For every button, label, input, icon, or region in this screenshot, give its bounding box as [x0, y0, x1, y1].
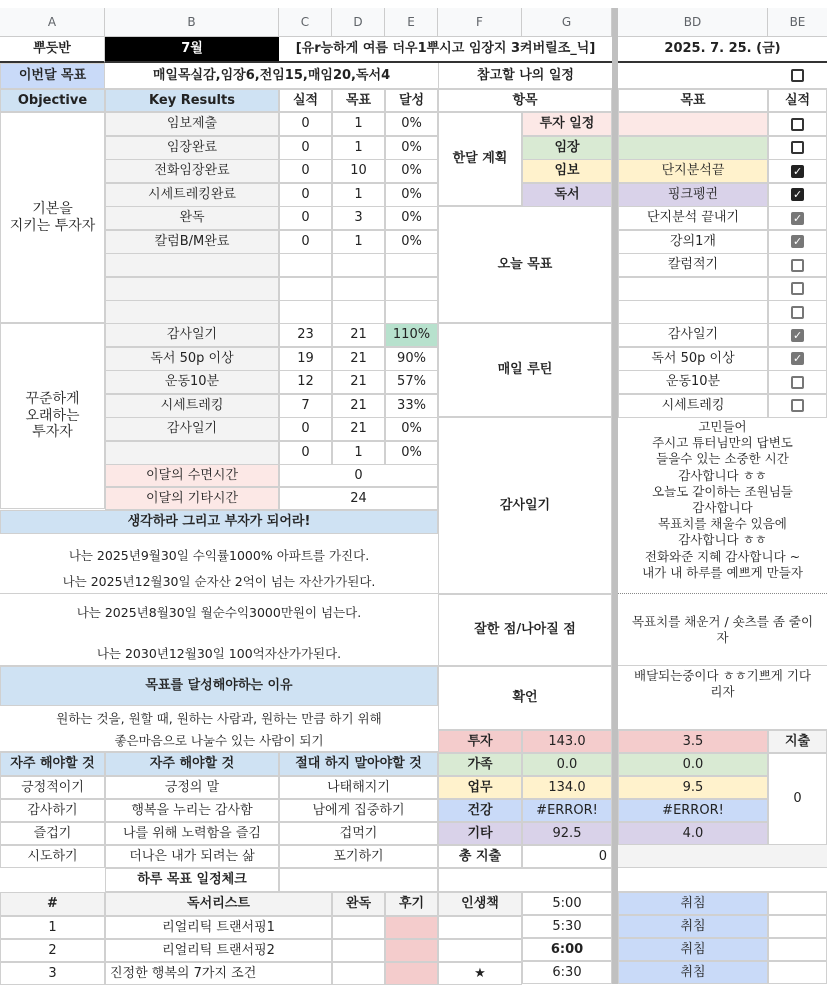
good-text[interactable]: 목표치를 채운거 / 숏츠를 좀 줄이자: [618, 594, 827, 666]
kr1-name[interactable]: 완독: [105, 206, 279, 230]
routine-check[interactable]: [768, 370, 827, 394]
time-extra[interactable]: [768, 961, 827, 984]
routine-goal[interactable]: 독서 50p 이상: [618, 347, 768, 371]
kr2-name[interactable]: 시세트레킹: [105, 394, 279, 418]
today-goal[interactable]: 칼럼적기: [618, 253, 768, 277]
col-header-bd[interactable]: BD: [618, 8, 768, 37]
col-header-d[interactable]: D: [332, 8, 385, 37]
kr1-name[interactable]: 임장완료: [105, 136, 279, 160]
rate-header: 달성: [385, 89, 438, 112]
reading-life[interactable]: [438, 939, 522, 962]
time-cell[interactable]: 5:30: [522, 915, 612, 938]
kr2-rate[interactable]: 33%: [385, 394, 438, 418]
spend-category[interactable]: 기타: [438, 822, 522, 845]
goal-header: 목표: [618, 89, 768, 112]
kr1-rate[interactable]: [385, 300, 438, 324]
often-cell-1[interactable]: 즐겁기: [0, 822, 105, 845]
kr1-target[interactable]: 1: [332, 112, 385, 136]
plan-item-name[interactable]: 투자 일정: [522, 112, 612, 136]
spend-value-bd[interactable]: 3.5: [618, 730, 768, 753]
daily-check-blank[interactable]: [279, 868, 438, 892]
reading-review[interactable]: [385, 916, 438, 939]
kr1-rate[interactable]: 0%: [385, 183, 438, 207]
kr1-actual[interactable]: 0: [279, 230, 332, 254]
often-cell-2[interactable]: 더나은 내가 되려는 삶: [105, 845, 279, 868]
spend-value[interactable]: 92.5: [522, 822, 612, 845]
sleep-value[interactable]: 0: [279, 464, 438, 487]
time-task[interactable]: 취침: [618, 961, 768, 984]
kr2-actual[interactable]: 0: [279, 441, 332, 465]
spend-value[interactable]: #ERROR!: [522, 799, 612, 822]
kr1-target[interactable]: 3: [332, 206, 385, 230]
routine-goal[interactable]: 감사일기: [618, 323, 768, 347]
sleep-label[interactable]: 이달의 수면시간: [105, 464, 279, 487]
schedule-check-cell[interactable]: [768, 63, 827, 89]
spend-category[interactable]: 업무: [438, 776, 522, 799]
kr2-actual[interactable]: 0: [279, 417, 332, 441]
kr1-actual[interactable]: 0: [279, 136, 332, 160]
time-cell[interactable]: 6:30: [522, 961, 612, 984]
checkbox-icon[interactable]: [791, 118, 804, 131]
kr1-rate[interactable]: 0%: [385, 159, 438, 183]
kr2-target[interactable]: 1: [332, 441, 385, 465]
spend-value[interactable]: 134.0: [522, 776, 612, 799]
checked-checkbox-icon[interactable]: ✓: [793, 235, 803, 248]
sum-value[interactable]: 0: [522, 845, 612, 868]
sum-right-blank: [618, 845, 827, 868]
never-header: 절대 하지 말아야할 것: [279, 752, 438, 776]
plan-item-check[interactable]: [768, 183, 827, 207]
often-cell-2[interactable]: 나를 위해 노력함을 즐김: [105, 822, 279, 845]
checkbox-icon[interactable]: [791, 376, 804, 389]
spend-category[interactable]: 건강: [438, 799, 522, 822]
time-extra[interactable]: [768, 892, 827, 915]
kr1-actual[interactable]: [279, 300, 332, 324]
time-task[interactable]: 취침: [618, 892, 768, 915]
plan-item-check[interactable]: [768, 136, 827, 160]
reading-done[interactable]: [332, 916, 385, 939]
reason-line-1[interactable]: 원하는 것을, 원할 때, 원하는 사람과, 원하는 만큼 하기 위해: [56, 710, 382, 726]
never-cell[interactable]: 나태해지기: [279, 776, 438, 799]
plan-item-goal[interactable]: [618, 136, 768, 160]
plan-item-check[interactable]: [768, 112, 827, 136]
reading-list-header: 독서리스트: [105, 892, 332, 916]
kr1-target[interactable]: [332, 300, 385, 324]
done-header: 실적: [768, 89, 827, 112]
think-line-2[interactable]: 나는 2025년12월30일 순자산 2억이 넘는 자산가가된다.: [0, 570, 438, 594]
kr1-rate[interactable]: 0%: [385, 206, 438, 230]
col-header-be[interactable]: BE: [768, 8, 827, 37]
kr2-name[interactable]: [105, 441, 279, 465]
kr1-actual[interactable]: [279, 253, 332, 277]
kr1-target[interactable]: [332, 253, 385, 277]
spend-value-bd[interactable]: 4.0: [618, 822, 768, 845]
kr2-name[interactable]: 운동10분: [105, 370, 279, 394]
time-cell[interactable]: 6:00: [522, 938, 612, 961]
checked-checkbox-icon[interactable]: ✓: [793, 211, 803, 225]
kr1-actual[interactable]: [279, 277, 332, 301]
kr1-name[interactable]: 전화임장완료: [105, 159, 279, 183]
target-header: 목표: [332, 89, 385, 112]
kr1-actual[interactable]: 0: [279, 159, 332, 183]
reading-done-header: 완독: [332, 892, 385, 916]
spend-value[interactable]: 143.0: [522, 730, 612, 753]
kr1-rate[interactable]: [385, 253, 438, 277]
sum-label: 총 지출: [438, 845, 522, 868]
reading-life[interactable]: [438, 916, 522, 939]
time-extra[interactable]: [768, 915, 827, 938]
reading-num[interactable]: 1: [0, 916, 105, 939]
kr2-target[interactable]: 21: [332, 370, 385, 394]
checkbox-icon[interactable]: [791, 306, 804, 319]
objective-2[interactable]: 꾸준하게 오래하는 투자자: [0, 323, 105, 509]
often-header-2: 자주 해야할 것: [105, 752, 279, 776]
time-cell[interactable]: 5:00: [522, 892, 612, 915]
time-task[interactable]: 취침: [618, 915, 768, 938]
kr2-rate[interactable]: 57%: [385, 370, 438, 394]
kr2-actual[interactable]: 12: [279, 370, 332, 394]
reading-done[interactable]: [332, 939, 385, 962]
today-check[interactable]: [768, 277, 827, 301]
kr1-rate[interactable]: [385, 277, 438, 301]
reading-review[interactable]: [385, 962, 438, 985]
kr2-rate[interactable]: 110%: [385, 323, 438, 347]
affirm-text[interactable]: 배달되는중이다 ㅎㅎ기쁘게 기다리자: [618, 666, 827, 730]
kr1-rate[interactable]: 0%: [385, 230, 438, 254]
schedule-label[interactable]: 참고할 나의 일정: [438, 63, 612, 89]
today-goal-label[interactable]: 오늘 목표: [438, 206, 612, 323]
reading-title[interactable]: 진정한 행복의 7가지 조건: [105, 962, 332, 985]
col-header-g[interactable]: G: [522, 8, 612, 37]
think-line-3[interactable]: 나는 2025년8월30일 월순수익3000만원이 넘는다.: [76, 604, 362, 620]
today-check[interactable]: [768, 253, 827, 277]
kr1-rate[interactable]: 0%: [385, 136, 438, 160]
checkbox-icon[interactable]: [791, 399, 804, 412]
kr2-name[interactable]: 감사일기: [105, 323, 279, 347]
reading-num[interactable]: 3: [0, 962, 105, 985]
actual-header: 실적: [279, 89, 332, 112]
today-check[interactable]: [768, 230, 827, 254]
routine-goal[interactable]: 시세트레킹: [618, 394, 768, 418]
col-header-c[interactable]: C: [279, 8, 332, 37]
kr2-name[interactable]: 감사일기: [105, 417, 279, 441]
spend-value-bd[interactable]: 9.5: [618, 776, 768, 799]
often-cell-1[interactable]: 감사하기: [0, 799, 105, 822]
never-cell[interactable]: 겁먹기: [279, 822, 438, 845]
kr2-rate[interactable]: 90%: [385, 347, 438, 371]
checkbox-icon[interactable]: [791, 282, 804, 295]
kr2-target[interactable]: 21: [332, 347, 385, 371]
routine-label[interactable]: 매일 루틴: [438, 323, 612, 417]
today-check[interactable]: [768, 206, 827, 230]
plan-item-name[interactable]: 임보: [522, 159, 612, 183]
spend-value-bd[interactable]: 0.0: [618, 753, 768, 776]
kr2-rate[interactable]: 0%: [385, 441, 438, 465]
kr1-actual[interactable]: 0: [279, 112, 332, 136]
checkbox-icon[interactable]: [791, 259, 804, 272]
gratitude-text[interactable]: 고민들어 주시고 튜터님만의 답변도 들을수 있는 소중한 시간 감사합니다 ㅎㅎ 오늘도 같이하는 조원님들 감사합니다 목표치를 채울수 있음에 감사합니다 ㅎㅎ 전화와준 지혜 감사합니다 ~ 내가 내 하루를 예쁘게 만들자: [618, 417, 827, 594]
often-header-1: 자주 해야할 것: [0, 752, 105, 776]
spend-value[interactable]: 0.0: [522, 753, 612, 776]
reading-review-header: 후기: [385, 892, 438, 916]
check-blank[interactable]: [438, 868, 612, 892]
often-cell-2[interactable]: 긍정의 말: [105, 776, 279, 799]
objective-1[interactable]: 기본을 지키는 투자자: [0, 112, 105, 323]
other-time-label[interactable]: 이달의 기타시간: [105, 487, 279, 510]
plan-item-goal[interactable]: 단지분석끝: [618, 159, 768, 183]
kr1-name[interactable]: 칼럼B/M완료: [105, 230, 279, 254]
motto[interactable]: [유r능하게 여름 더우1뿌시고 임장지 3켜버릴조_닉]: [279, 37, 612, 63]
checked-checkbox-icon[interactable]: ✓: [793, 352, 803, 365]
class-name[interactable]: 뿌듯반: [0, 37, 105, 63]
kr1-rate[interactable]: 0%: [385, 112, 438, 136]
kr1-target[interactable]: 1: [332, 136, 385, 160]
routine-check[interactable]: [768, 347, 827, 371]
time-task[interactable]: 취침: [618, 938, 768, 961]
routine-check[interactable]: [768, 323, 827, 347]
kr1-target[interactable]: 1: [332, 230, 385, 254]
kr1-name[interactable]: [105, 300, 279, 324]
never-cell[interactable]: 포기하기: [279, 845, 438, 868]
checked-checkbox-icon[interactable]: ✓: [793, 164, 803, 178]
kr2-rate[interactable]: 0%: [385, 417, 438, 441]
checked-checkbox-icon[interactable]: ✓: [793, 188, 803, 201]
gratitude-label[interactable]: 감사일기: [438, 417, 612, 594]
col-header-e[interactable]: E: [385, 8, 438, 37]
date-cell[interactable]: 2025. 7. 25. (금): [618, 37, 827, 63]
plan-item-goal[interactable]: [618, 112, 768, 136]
reading-title[interactable]: 리얼리틱 트랜서핑1: [105, 916, 332, 939]
reading-life-header: 인생책: [438, 892, 522, 916]
kr2-actual[interactable]: 23: [279, 323, 332, 347]
today-goal[interactable]: 단지분석 끝내기: [618, 206, 768, 230]
kr1-target[interactable]: 10: [332, 159, 385, 183]
col-header-b[interactable]: B: [105, 8, 279, 37]
routine-goal[interactable]: 운동10분: [618, 370, 768, 394]
think-title[interactable]: 생각하라 그리고 부자가 되어라!: [0, 510, 438, 534]
other-time-value[interactable]: 24: [279, 487, 438, 510]
check-blank-right[interactable]: [618, 868, 827, 892]
monthly-plan-label[interactable]: 한달 계획: [438, 112, 522, 206]
kr1-actual[interactable]: 0: [279, 206, 332, 230]
plan-item-goal[interactable]: 핑크펭귄: [618, 183, 768, 207]
kr1-name[interactable]: 시세트레킹완료: [105, 183, 279, 207]
plan-item-name[interactable]: 독서: [522, 183, 612, 207]
objective-header: Objective: [0, 89, 105, 112]
kr2-actual[interactable]: 7: [279, 394, 332, 418]
kr1-name[interactable]: 임보제출: [105, 112, 279, 136]
routine-check[interactable]: [768, 394, 827, 418]
kr2-name[interactable]: 독서 50p 이상: [105, 347, 279, 371]
monthly-goal-label[interactable]: 이번달 목표: [0, 63, 105, 89]
spend-total-value[interactable]: 0: [768, 753, 827, 845]
spend-total-label: 지출: [768, 730, 827, 753]
think-line-1[interactable]: 나는 2025년9월30일 수익률1000% 아파트를 가진다.: [68, 547, 370, 563]
today-goal[interactable]: [618, 277, 768, 301]
checked-checkbox-icon[interactable]: ✓: [793, 328, 803, 342]
plan-item-name[interactable]: 임장: [522, 136, 612, 160]
kr2-actual[interactable]: 19: [279, 347, 332, 371]
spend-category[interactable]: 가족: [438, 753, 522, 776]
often-cell-1[interactable]: 시도하기: [0, 845, 105, 868]
time-extra[interactable]: [768, 938, 827, 961]
today-check[interactable]: [768, 300, 827, 324]
kr1-target[interactable]: 1: [332, 183, 385, 207]
often-cell-1[interactable]: 긍정적이기: [0, 776, 105, 799]
reading-life[interactable]: ★: [438, 962, 522, 985]
reading-done[interactable]: [332, 962, 385, 985]
never-cell[interactable]: 남에게 집중하기: [279, 799, 438, 822]
reading-review[interactable]: [385, 939, 438, 962]
kr1-name[interactable]: [105, 277, 279, 301]
reading-num[interactable]: 2: [0, 939, 105, 962]
daily-check-label[interactable]: 하루 목표 일정체크: [105, 868, 279, 892]
kr2-target[interactable]: 21: [332, 323, 385, 347]
checkbox-icon[interactable]: [791, 69, 804, 82]
reading-title[interactable]: 리얼리틱 트랜서핑2: [105, 939, 332, 962]
often-cell-2[interactable]: 행복을 누리는 감사함: [105, 799, 279, 822]
checkbox-icon[interactable]: [791, 141, 804, 154]
monthly-goal-value[interactable]: 매일목실감,임장6,전임15,매임20,독서4: [105, 63, 438, 89]
kr1-actual[interactable]: 0: [279, 183, 332, 207]
col-header-f[interactable]: F: [438, 8, 522, 37]
month-label[interactable]: 7월: [105, 37, 279, 63]
kr2-target[interactable]: 21: [332, 394, 385, 418]
kr1-name[interactable]: [105, 253, 279, 277]
col-header-a[interactable]: A: [0, 8, 105, 37]
reason-title[interactable]: 목표를 달성해야하는 이유: [0, 666, 438, 706]
schedule-cell[interactable]: [618, 63, 768, 89]
reading-num-header: #: [0, 892, 105, 916]
key-results-header: Key Results: [105, 89, 279, 112]
good-label[interactable]: 잘한 점/나아질 점: [438, 594, 612, 666]
today-goal[interactable]: [618, 300, 768, 324]
affirm-label[interactable]: 확언: [438, 666, 612, 730]
kr1-target[interactable]: [332, 277, 385, 301]
item-header: 항목: [438, 89, 612, 112]
today-goal[interactable]: 강의1개: [618, 230, 768, 254]
plan-item-check[interactable]: [768, 159, 827, 183]
reason-line-2[interactable]: 좋은마음으로 나눌수 있는 사람이 되기: [0, 730, 438, 752]
kr2-target[interactable]: 21: [332, 417, 385, 441]
spend-category[interactable]: 투자: [438, 730, 522, 753]
think-line-4[interactable]: 나는 2030년12월30일 100억자산가가된다.: [0, 630, 438, 666]
spend-value-bd[interactable]: #ERROR!: [618, 799, 768, 822]
